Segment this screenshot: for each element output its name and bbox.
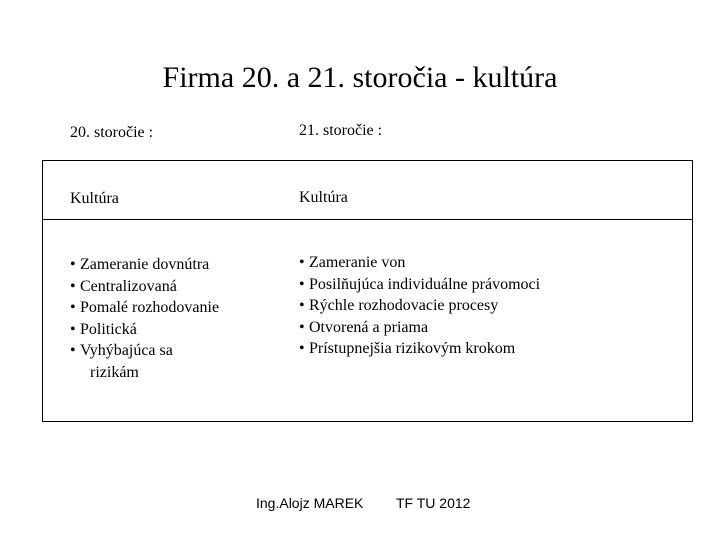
bullet-icon: • xyxy=(70,320,76,338)
column-header-20th-century: 20. storočie : xyxy=(70,124,154,141)
bullet-icon: • xyxy=(299,275,305,293)
comparison-table xyxy=(42,160,693,422)
bullet-icon: • xyxy=(299,318,305,336)
list-item xyxy=(299,274,540,296)
table-row-divider xyxy=(43,219,692,220)
footer-organization: TF TU 2012 xyxy=(396,495,471,511)
slide-title: Firma 20. a 21. storočia - kultúra xyxy=(162,61,558,94)
list-item-text: Otvorená a priama xyxy=(309,318,429,336)
right-row-heading: Kultúra xyxy=(299,189,348,206)
list-item-text: Prístupnejšia rizikovým krokom xyxy=(309,340,516,357)
list-item-text: Centralizovaná xyxy=(80,277,177,295)
bullet-icon: • xyxy=(299,254,305,271)
list-item-text: Rýchle rozhodovacie procesy xyxy=(309,297,499,314)
list-item-continuation: rizikám xyxy=(90,363,139,381)
list-item xyxy=(70,254,219,276)
column-header-21st-century: 21. storočie : xyxy=(299,122,383,139)
list-item-text: Zameranie dovnútra xyxy=(80,256,210,273)
list-item xyxy=(299,295,540,317)
bullet-icon: • xyxy=(70,256,76,273)
list-item xyxy=(70,319,219,341)
list-item-text: Vyhýbajúca sa xyxy=(80,342,173,359)
bullet-icon: • xyxy=(70,342,76,359)
list-item xyxy=(70,276,219,298)
bullet-icon: • xyxy=(299,340,305,357)
footer-author: Ing.Alojz MAREK xyxy=(256,495,364,511)
left-row-heading: Kultúra xyxy=(70,190,119,207)
list-item xyxy=(299,338,540,360)
bullet-icon: • xyxy=(70,277,76,295)
bullet-icon: • xyxy=(299,297,305,314)
list-item xyxy=(299,252,540,274)
left-bullet-list xyxy=(70,254,219,383)
list-item xyxy=(70,297,219,319)
list-item-text: Politická xyxy=(80,320,137,338)
list-item-text: Zameranie von xyxy=(309,254,406,271)
list-item xyxy=(299,317,540,339)
right-bullet-list xyxy=(299,252,540,360)
list-item-text: Posilňujúca individuálne právomoci xyxy=(309,275,541,293)
bullet-icon: • xyxy=(70,299,76,316)
list-item xyxy=(70,340,219,383)
list-item-text: Pomalé rozhodovanie xyxy=(80,299,220,316)
